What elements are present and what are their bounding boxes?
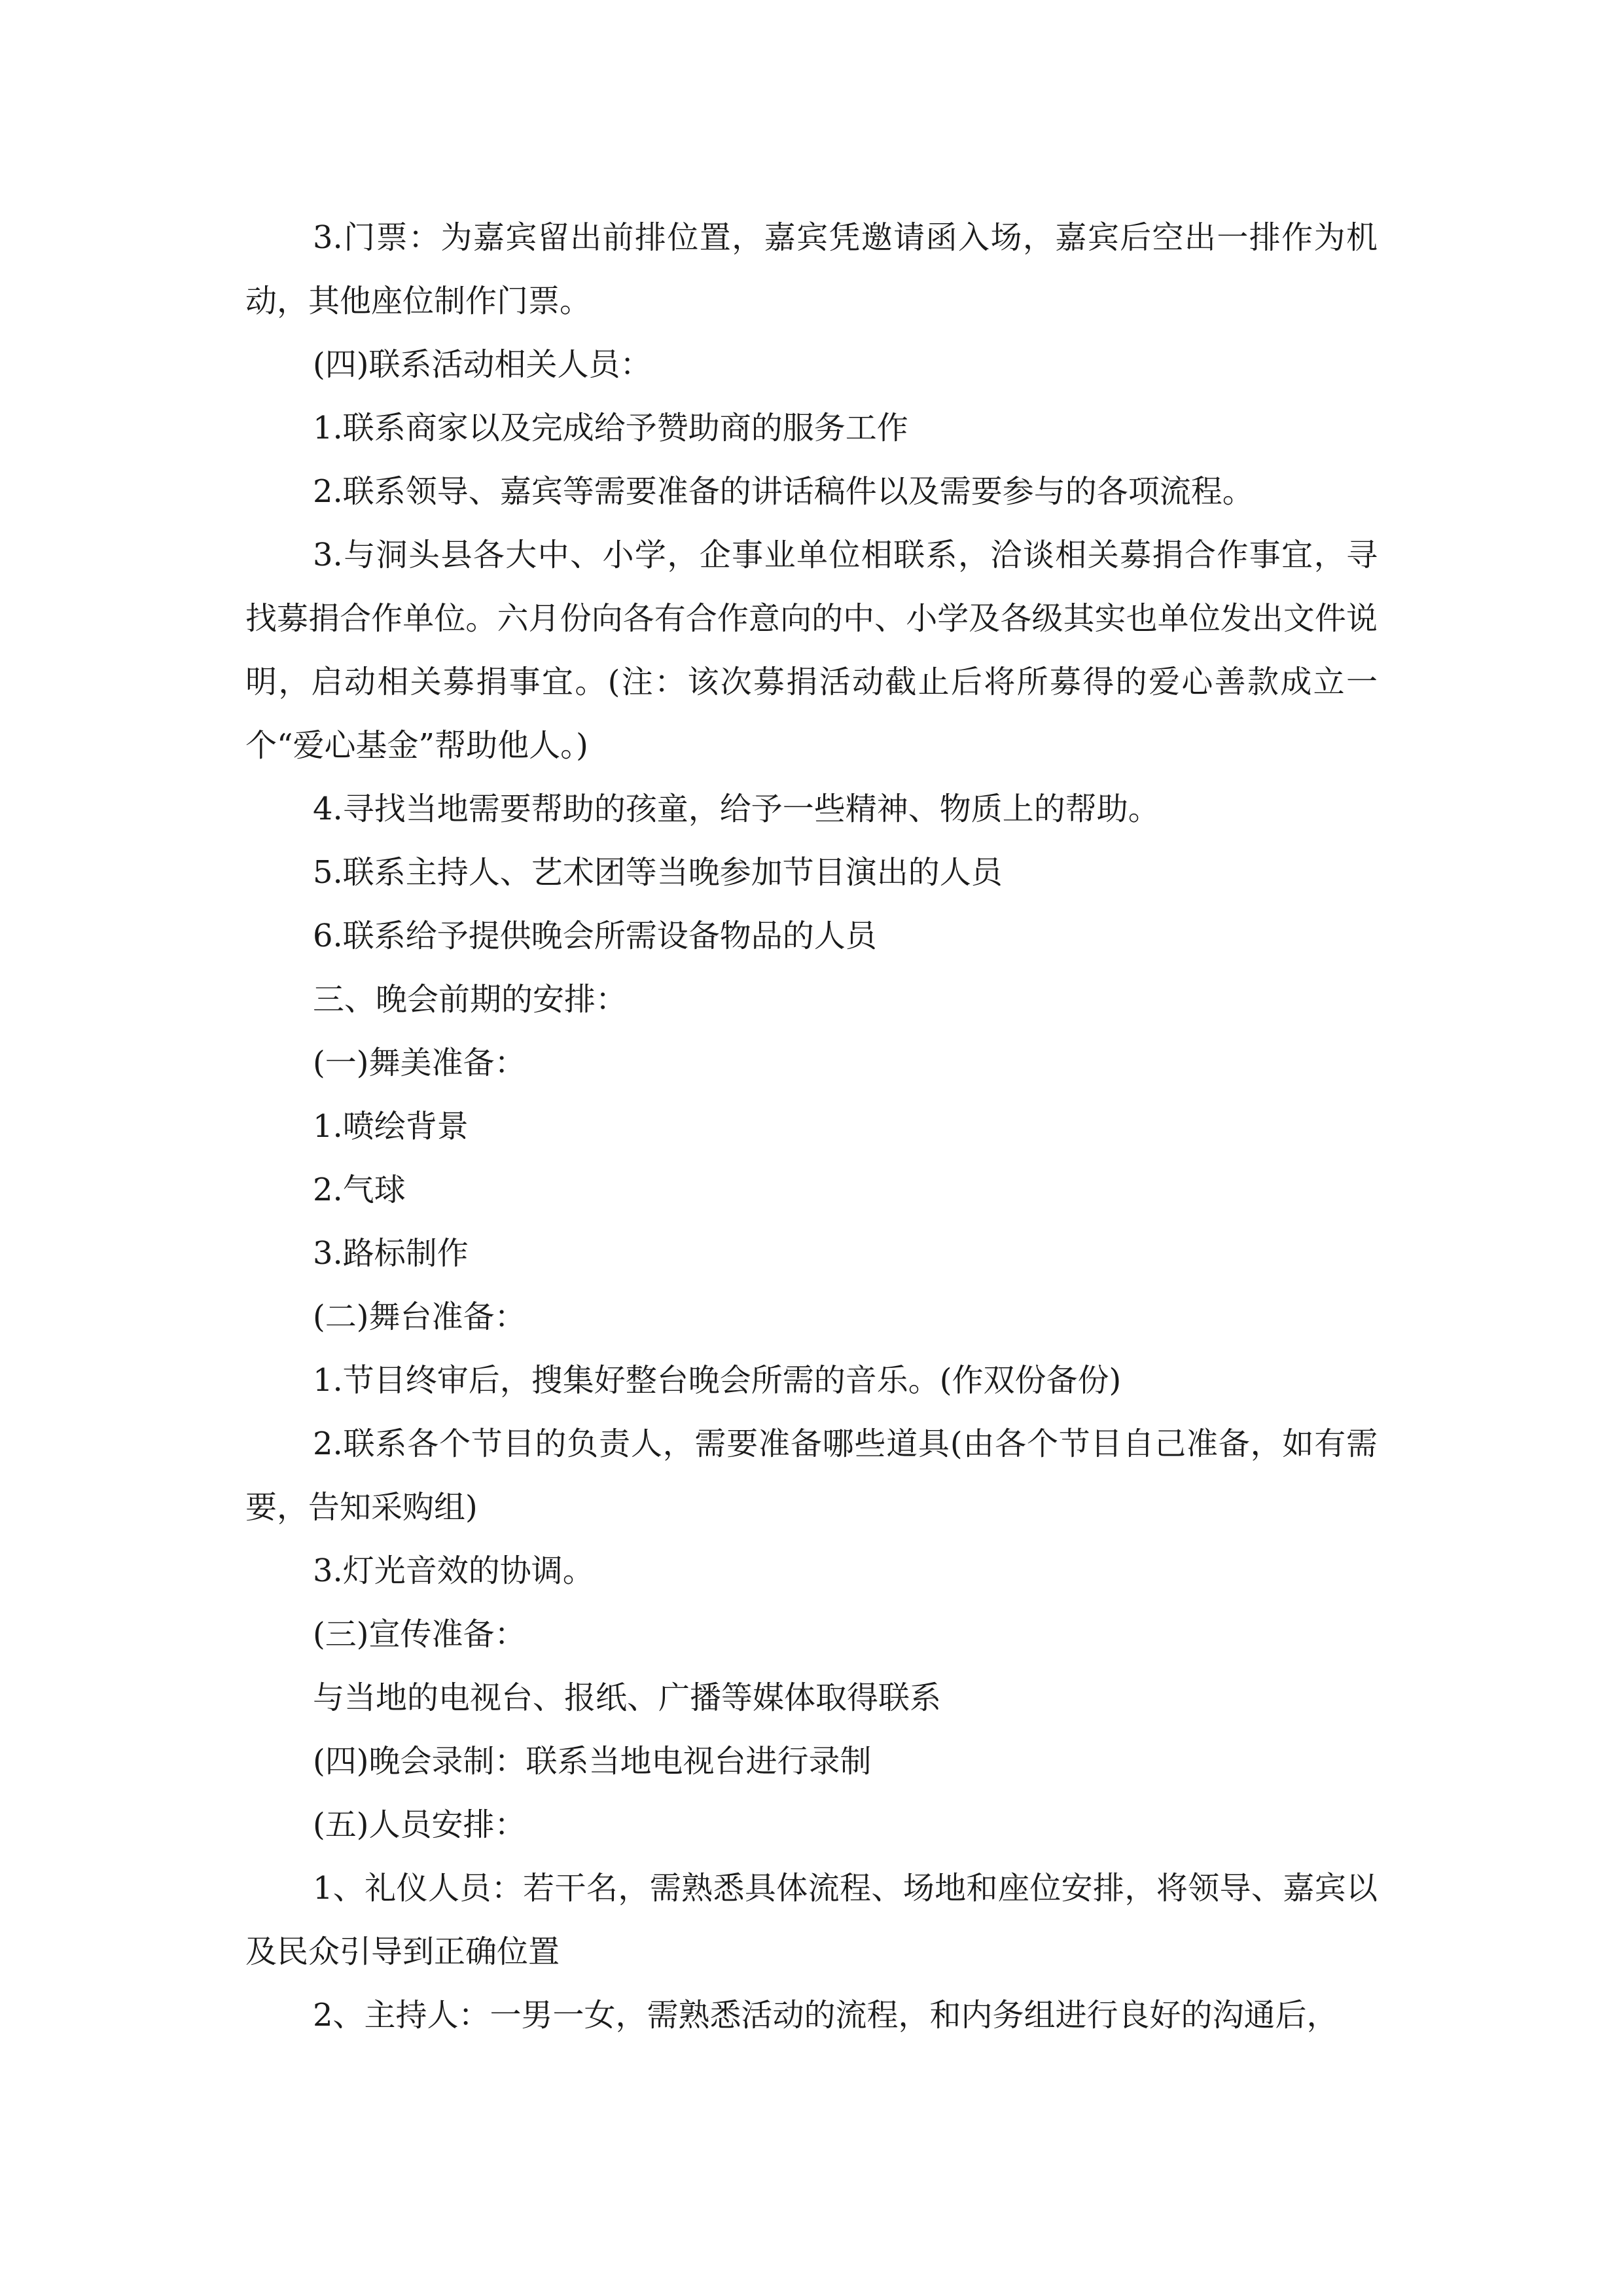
paragraph-contact-hosts: 5.联系主持人、艺术团等当晚参加节目演出的人员 [313,854,1003,891]
paragraph-tickets: 3.门票：为嘉宾留出前排位置，嘉宾凭邀请函入场，嘉宾后空出一排作为机动，其他座位制作门票。 [245,219,1378,319]
list-item-balloons: 2.气球 [313,1172,406,1208]
list-item-music: 1.节目终审后，搜集好整台晚会所需的音乐。(作双份备份) [313,1362,1122,1399]
list-item-hosts: 2、主持人：一男一女，需熟悉活动的流程，和内务组进行良好的沟通后， [313,1997,1338,2034]
subsection-heading-stage-prep: (二)舞台准备： [313,1299,526,1335]
list-item-props: 2.联系各个节目的负责人，需要准备哪些道具(由各个节目自己准备，如有需要，告知采购组) [245,1426,1378,1526]
subsection-heading-stage-art: (一)舞美准备： [313,1045,526,1081]
section-heading-pre-gala: 三、晚会前期的安排： [313,981,628,1018]
paragraph-fundraising: 3.与洞头县各大中、小学，企事业单位相联系，洽谈相关募捐合作事宜，寻找募捐合作单位。六月份向各有合作意向的中、小学及各级其实也单位发出文件说明，启动相关募捐事宜。(注：该次募捐活动截止后将所募得的爱心善款成立一个“爱心基金”帮助他人。) [245,537,1378,764]
paragraph-contact-leaders: 2.联系领导、嘉宾等需要准备的讲话稿件以及需要参与的各项流程。 [313,473,1254,510]
paragraph-contact-equipment: 6.联系给予提供晚会所需设备物品的人员 [313,918,877,954]
section-heading-contact-personnel: (四)联系活动相关人员： [313,346,652,383]
subsection-heading-recording: (四)晚会录制：联系当地电视台进行录制 [313,1743,872,1780]
subsection-heading-publicity: (三)宣传准备： [313,1616,526,1653]
subsection-heading-staffing: (五)人员安排： [313,1806,526,1843]
paragraph-find-children: 4.寻找当地需要帮助的孩童，给予一些精神、物质上的帮助。 [313,791,1160,827]
paragraph-contact-merchants: 1.联系商家以及完成给予赞助商的服务工作 [313,410,908,446]
list-item-etiquette-staff: 1、礼仪人员：若干名，需熟悉具体流程、场地和座位安排，将领导、嘉宾以及民众引导到正确位置 [245,1870,1378,1970]
list-item-lighting: 3.灯光音效的协调。 [313,1552,594,1589]
list-item-backdrop: 1.喷绘背景 [313,1108,469,1145]
paragraph-media-contact: 与当地的电视台、报纸、广播等媒体取得联系 [313,1679,942,1716]
list-item-signage: 3.路标制作 [313,1235,469,1272]
